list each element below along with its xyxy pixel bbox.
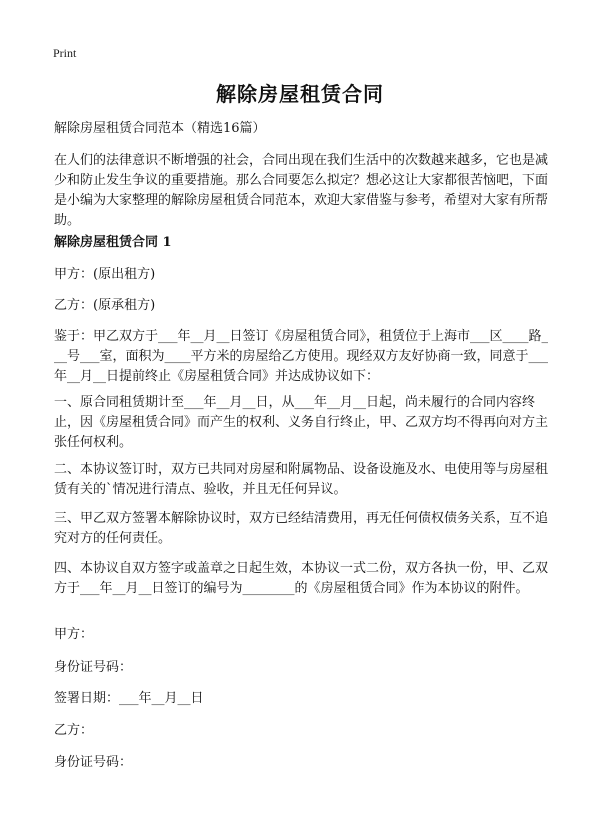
clause-1: 一、原合同租赁期计至___年__月__日，从___年__月__日起，尚未履行的合同内容终止，因《房屋租赁合同》而产生的权利、义务自行终止，甲、乙双方均不得再向对方主张任何权利。	[54, 395, 549, 450]
page-title: 解除房屋租赁合同	[216, 82, 384, 106]
intro-paragraph: 在人们的法律意识不断增强的社会，合同出现在我们生活中的次数越来越多，它也是减少和防止发生争议的重要措施。那么合同要怎么拟定？想必这让大家都很苦恼吧，下面是小编为大家整理的解除房屋租赁合同范本，欢迎大家借鉴与参考，希望对大家有所帮助。	[54, 153, 549, 228]
section-heading: 解除房屋租赁合同 1	[54, 235, 172, 250]
signature-party-a: 甲方：	[54, 627, 94, 642]
signature-party-b: 乙方：	[54, 723, 94, 738]
clause-3: 三、甲乙双方签署本解除协议时，双方已经结清费用，再无任何债权债务关系，互不追究对方的任何责任。	[54, 511, 549, 546]
party-b-line: 乙方：(原承租方)	[54, 298, 156, 313]
party-a-line: 甲方：(原出租方)	[54, 267, 156, 282]
document-subtitle: 解除房屋租赁合同范本（精选16篇）	[54, 121, 266, 136]
clause-4: 四、本协议自双方签字或盖章之日起生效，本协议一式二份，双方各执一份，甲、乙双方于___年__月__日签订的编号为________的《房屋租赁合同》作为本协议的附件。	[54, 561, 549, 596]
signature-date: 签署日期：___年__月__日	[54, 691, 204, 706]
clause-2: 二、本协议签订时，双方已共同对房屋和附属物品、设备设施及水、电使用等与房屋租赁有关的`情况进行清点、验收，并且无任何异议。	[54, 462, 549, 497]
print-link[interactable]: Print	[53, 46, 77, 60]
signature-id-number-a: 身份证号码：	[54, 660, 133, 675]
recital-paragraph: 鉴于：甲乙双方于___年__月__日签订《房屋租赁合同》，租赁位于上海市___区____路___号___室，面积为____平方米的房屋给乙方使用。现经双方友好协商一致，同意于___年__月__日提前终止《房屋租赁合同》并达成协议如下：	[54, 329, 549, 384]
signature-id-number-b: 身份证号码：	[54, 755, 133, 770]
